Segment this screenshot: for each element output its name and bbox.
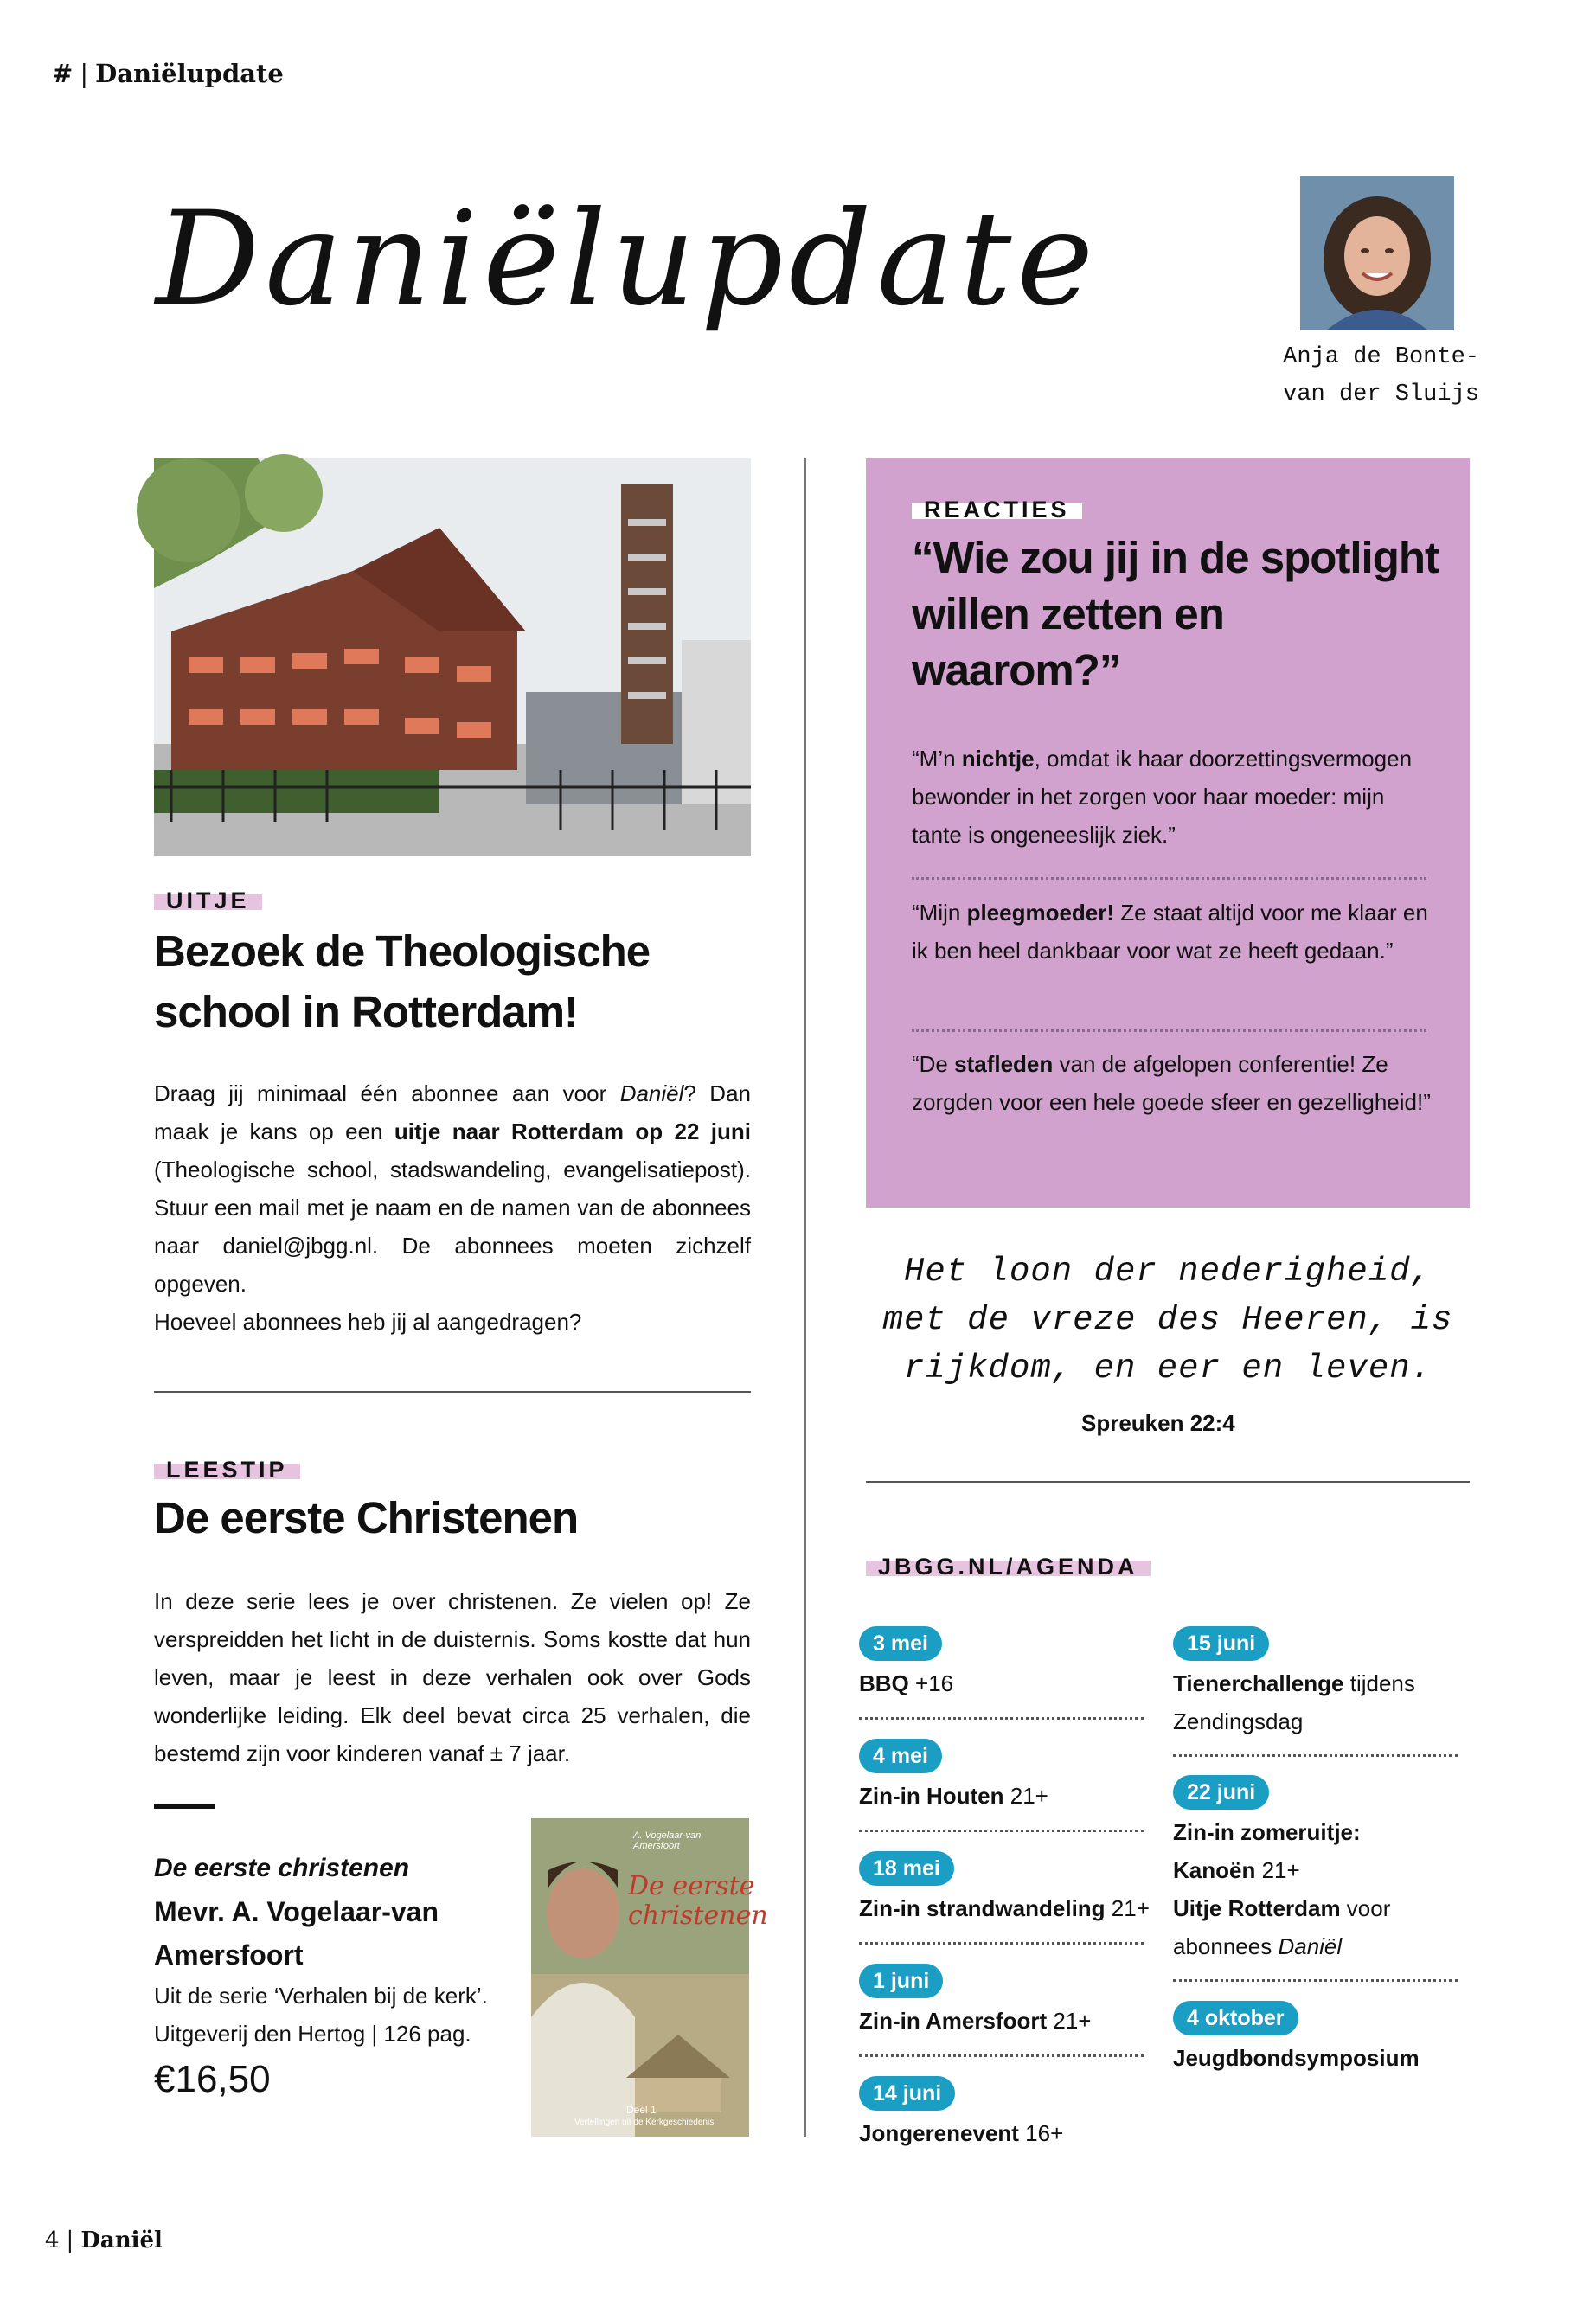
reacties-question: “Wie zou jij in de spotlight willen zetten en waarom?” xyxy=(912,533,1439,695)
agenda-item: 1 juni Zin-in Amersfoort 21+ xyxy=(859,1964,1091,2040)
book-cover xyxy=(531,1818,768,2137)
running-header: # | Daniëlupdate xyxy=(52,59,284,88)
section-divider xyxy=(154,1391,751,1393)
reactie-1: “M’n nichtje, omdat ik haar doorzettingsvermogen bewonder in het zorgen voor haar moeder: mijn tante is ongeneeslijk ziek.” xyxy=(912,746,1413,848)
date-pill: 14 juni xyxy=(859,2076,955,2111)
book-series: Uit de serie ‘Verhalen bij de kerk’. xyxy=(154,1983,488,2009)
uitje-headline: Bezoek de Theologische school in Rotterdam! xyxy=(154,926,651,1036)
date-pill: 4 oktober xyxy=(1173,2001,1298,2035)
date-pill: 22 juni xyxy=(1173,1775,1269,1810)
book-author: Mevr. A. Vogelaar-van Amersfoort xyxy=(154,1896,439,1971)
reactie-3: “De stafleden van de afgelopen conferentie! Ze zorgden voor een hele goede sfeer en gezelligheid!” xyxy=(912,1051,1431,1115)
date-pill: 18 mei xyxy=(859,1851,954,1886)
book-publisher: Uitgeverij den Hertog | 126 pag. xyxy=(154,2021,471,2047)
dotted-separator xyxy=(1173,1979,1458,1982)
cover-author: A. Vogelaar-van Amersfoort xyxy=(633,1830,702,1851)
agenda-item: 3 mei BBQ +16 xyxy=(859,1626,953,1702)
reactie-2: “Mijn pleegmoeder! Ze staat altijd voor me klaar en ik ben heel dankbaar voor wat ze heeft gedaan.” xyxy=(912,900,1428,964)
magazine-name: Daniël xyxy=(80,2227,163,2253)
section-name: Daniëlupdate xyxy=(95,59,284,88)
author-photo xyxy=(1300,176,1454,330)
reacties-tag: REACTIES xyxy=(912,500,1082,519)
date-pill: 1 juni xyxy=(859,1964,943,1998)
dotted-separator xyxy=(859,2054,1144,2057)
bible-verse: Het loon der nederigheid, met de vreze des Heeren, is rijkdom, en eer en leven. xyxy=(882,1253,1453,1388)
uitje-body: Draag jij minimaal één abonnee aan voor Daniël? Dan maak je kans op een uitje naar Rotterdam op 22 juni (Theologische school, stadswandeling, evangelisatiepost). Stuur een mail met je naam en de namen van de abonnees naar daniel@jbgg.nl. De abonnees moeten zichzelf opgeven. Hoeveel abonnees heb jij al aangedragen? xyxy=(154,1080,751,1335)
agenda-item: 18 mei Zin-in strandwandeling 21+ xyxy=(859,1851,1150,1927)
dotted-separator xyxy=(859,1942,1144,1945)
column-divider xyxy=(804,458,806,2137)
dotted-separator xyxy=(912,877,1426,880)
agenda-item: 4 oktober Jeugdbondsymposium xyxy=(1173,2001,1458,2077)
agenda-item: 14 juni Jongerenevent 16+ xyxy=(859,2076,1063,2152)
agenda-tag: JBGG.NL/AGENDA xyxy=(866,1557,1151,1576)
page-title: Daniëlupdate xyxy=(156,184,1099,335)
leestip-headline: De eerste Christenen xyxy=(154,1493,579,1542)
agenda-item: 15 juni Tienerchallenge tijdens Zendingsdag xyxy=(1173,1626,1458,1740)
leestip-body: In deze serie lees je over christenen. Ze vielen op! Ze verspreidden het licht in de duisternis. Soms kostte dat hun leven, maar je leest in deze verhalen ook over Gods wonderlijke leiding. Elk deel bevat circa 25 verhalen, die bestemd zijn voor kinderen vanaf ± 7 jaar. xyxy=(154,1588,751,1766)
author-name: Anja de Bonte- van der Sluijs xyxy=(1283,344,1479,407)
dotted-separator xyxy=(859,1830,1144,1832)
cover-title: De eerste christenen xyxy=(628,1871,768,1931)
dotted-separator xyxy=(1173,1754,1458,1757)
short-rule xyxy=(154,1804,215,1809)
uitje-tag: UITJE xyxy=(154,891,262,910)
date-pill: 4 mei xyxy=(859,1739,942,1773)
cover-subtitle: Vertellingen uit de Kerkgeschiedenis xyxy=(574,2118,715,2127)
book-price: €16,50 xyxy=(154,2058,271,2100)
dotted-separator xyxy=(859,1717,1144,1720)
hash-icon: # xyxy=(52,59,74,88)
school-building-photo xyxy=(154,458,751,856)
cover-deel: Deel 1 xyxy=(626,2104,657,2116)
section-divider xyxy=(866,1481,1470,1483)
leestip-tag: LEESTIP xyxy=(154,1460,300,1479)
agenda-item: 4 mei Zin-in Houten 21+ xyxy=(859,1739,1048,1815)
dotted-separator xyxy=(912,1029,1426,1032)
agenda-item: 22 juni Zin-in zomeruitje: Kanoën 21+ Uitje Rotterdam voor abonnees Daniël xyxy=(1173,1775,1458,1965)
date-pill: 3 mei xyxy=(859,1626,942,1661)
book-info xyxy=(154,1847,526,2101)
verse-reference: Spreuken 22:4 xyxy=(1081,1410,1235,1436)
book-title: De eerste christenen xyxy=(154,1854,410,1882)
page-number: 4 xyxy=(45,2227,60,2253)
date-pill: 15 juni xyxy=(1173,1626,1269,1661)
page-footer: 4 | Daniël xyxy=(45,2227,163,2253)
uitje-question: Hoeveel abonnees heb jij al aangedragen? xyxy=(154,1309,582,1335)
